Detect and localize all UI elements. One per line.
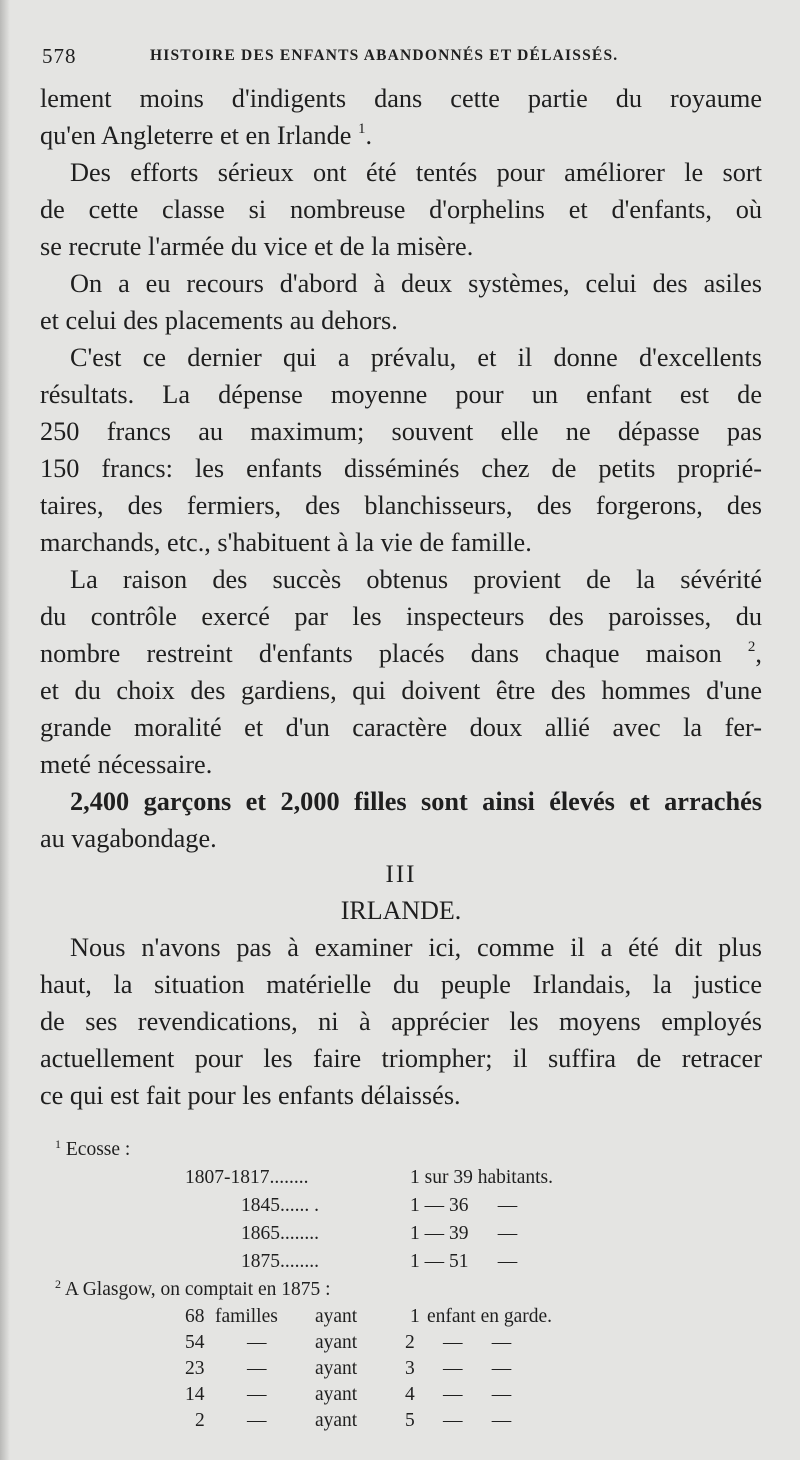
text-line: de cette classe si nombreuse d'orphelins et d'enfants, où [40, 195, 762, 224]
row-number: 4 [405, 1384, 415, 1405]
text-line: lement moins d'indigents dans cette partie du royaume [40, 84, 762, 113]
row-count: 68 [185, 1306, 205, 1327]
row-ratio: 1 sur 39 habitants. [410, 1167, 553, 1188]
row-verb: ayant [315, 1384, 358, 1405]
page-header [42, 44, 758, 70]
text-line: 250 francs au maximum; souvent elle ne dépasse pas [40, 417, 762, 446]
row-ratio: 1 — 39 — [410, 1223, 518, 1244]
text-line: C'est ce dernier qui a prévalu, et il donne d'excellents [70, 343, 762, 372]
text-line: actuellement pour les faire triompher; il suffira de retracer [40, 1044, 762, 1073]
footnote-label [55, 1136, 615, 1164]
row-count: 14 [185, 1384, 205, 1405]
footnote-row [55, 1220, 615, 1248]
footnote-mark: 1 [55, 1137, 61, 1151]
text-line: Des efforts sérieux ont été tentés pour améliorer le sort [70, 158, 762, 187]
footnote-ecosse [55, 1136, 615, 1276]
row-unit: — [247, 1332, 267, 1353]
text-line: résultats. La dépense moyenne pour un enfant est de [40, 380, 762, 409]
row-ratio: 1 — 36 — [410, 1195, 518, 1216]
footnote-label [55, 1276, 615, 1304]
row-verb: ayant [315, 1332, 358, 1353]
footnote-row [55, 1304, 615, 1330]
row-unit: — [247, 1410, 267, 1431]
row-count: 23 [185, 1358, 205, 1379]
text-line: Nous n'avons pas à examiner ici, comme il a été dit plus [70, 933, 762, 962]
text-line: ce qui est fait pour les enfants délaissés. [40, 1081, 461, 1110]
text-line: de ses revendications, ni à apprécier les moyens employés [40, 1007, 762, 1036]
text-line: et du choix des gardiens, qui doivent être des hommes d'une [40, 676, 762, 705]
page-edge-shadow [0, 0, 10, 1460]
footnote-row [55, 1356, 615, 1382]
footnote-ref: 1 [357, 121, 366, 137]
row-count: 54 [185, 1332, 205, 1353]
row-rest: — — [443, 1410, 512, 1431]
text-line: et celui des placements au dehors. [40, 306, 398, 335]
row-rest: — — [443, 1332, 512, 1353]
row-year: 1807-1817........ [185, 1167, 309, 1188]
text-line: 150 francs: les enfants disséminés chez de petits proprié- [40, 454, 762, 483]
footnote-row [55, 1164, 615, 1192]
text-line: se recrute l'armée du vice et de la misère. [40, 232, 474, 261]
page-body [40, 80, 762, 1114]
row-year: 1875........ [241, 1251, 319, 1272]
running-head: HISTOIRE DES ENFANTS ABANDONNÉS ET DÉLAISSÉS. [150, 47, 619, 64]
row-verb: ayant [315, 1306, 358, 1327]
section-title: IRLANDE. [340, 896, 462, 925]
text-line: taires, des fermiers, des blanchisseurs, des forgerons, des [40, 491, 762, 520]
text-span: nombre restreint d'enfants placés dans chaque maison [40, 639, 722, 668]
footnote-row [55, 1408, 615, 1434]
footnote-title: Ecosse : [65, 1139, 131, 1160]
text-line: On a eu recours d'abord à deux systèmes, celui des asiles [70, 269, 762, 298]
text-line: au vagabondage. [40, 824, 217, 853]
footnote-glasgow [55, 1276, 615, 1434]
text-line: haut, la situation matérielle du peuple Irlandais, la justice [40, 970, 762, 999]
text-line: marchands, etc., s'habituent à la vie de famille. [40, 528, 532, 557]
row-unit: — [247, 1358, 267, 1379]
footnote-row [55, 1192, 615, 1220]
row-year: 1845...... . [241, 1195, 319, 1216]
footnote-mark: 2 [55, 1277, 61, 1291]
row-number: 3 [405, 1358, 415, 1379]
row-unit: familles [215, 1306, 278, 1327]
text-line: 2,400 garçons et 2,000 filles sont ainsi élevés et arrachés [70, 787, 762, 816]
section-number: III [385, 861, 417, 888]
text-line: nombre restreint d'enfants placés dans chaque maison $^2$, [40, 639, 762, 668]
row-year: 1865........ [241, 1223, 319, 1244]
text-line: meté nécessaire. [40, 750, 213, 779]
row-verb: ayant [315, 1358, 358, 1379]
text-line: La raison des succès obtenus provient de la sévérité [70, 565, 762, 594]
footnote-ref: 2 [747, 639, 756, 655]
text-line: qu'en Angleterre et en Irlande $^1$. [40, 121, 373, 150]
row-rest: — — [443, 1384, 512, 1405]
text-line: du contrôle exercé par les inspecteurs des paroisses, du [40, 602, 762, 631]
row-number: 2 [405, 1332, 415, 1353]
footnote-row [55, 1330, 615, 1356]
row-rest: enfant en garde. [427, 1306, 553, 1327]
text-span: qu'en Angleterre et en Irlande [40, 121, 352, 150]
row-number: 1 [410, 1306, 420, 1327]
footnotes [55, 1136, 615, 1434]
row-number: 5 [405, 1410, 415, 1431]
footnote-title: A Glasgow, on comptait en 1875 : [64, 1279, 331, 1300]
row-rest: — — [443, 1358, 512, 1379]
footnote-row [55, 1382, 615, 1408]
row-ratio: 1 — 51 — [410, 1251, 518, 1272]
page-number: 578 [42, 44, 77, 68]
text-line: grande moralité et d'un caractère doux allié avec la fer- [40, 713, 762, 742]
row-count: 2 [195, 1410, 205, 1431]
row-verb: ayant [315, 1410, 358, 1431]
row-unit: — [247, 1384, 267, 1405]
footnote-row [55, 1248, 615, 1276]
